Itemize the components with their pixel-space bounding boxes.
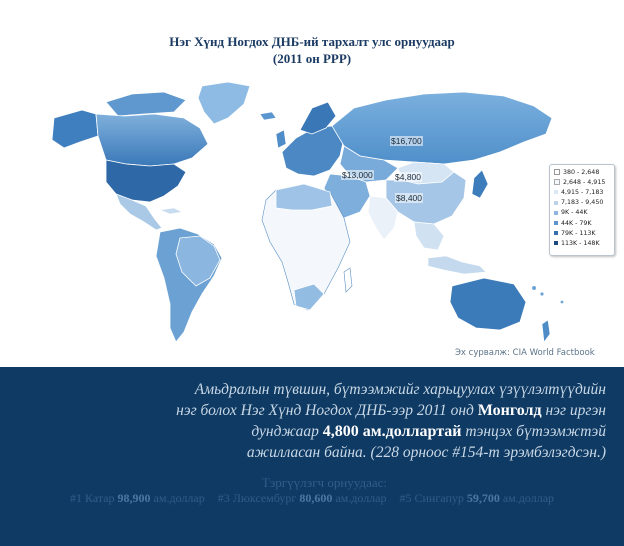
legend-item — [554, 208, 614, 218]
top-country-unit: ам.доллар — [153, 491, 205, 505]
legend-item — [554, 198, 614, 208]
legend-item — [554, 228, 614, 238]
region-new-zealand — [542, 320, 550, 342]
top-countries-list — [0, 491, 624, 506]
legend-swatch — [554, 169, 560, 175]
map-label-china: $8,400 — [396, 193, 422, 203]
top-country-name: #1 Катар — [69, 491, 115, 505]
top-country-item — [218, 491, 387, 505]
legend-label: 113K - 148K — [561, 239, 600, 247]
region-uk — [276, 130, 286, 148]
legend-item — [554, 177, 614, 187]
legend-item — [554, 187, 614, 197]
top-country-name: #5 Сингапур — [399, 491, 464, 505]
region-caribbean — [160, 208, 182, 214]
region-arctic-islands — [106, 92, 186, 116]
region-canada — [96, 114, 208, 166]
chart-subtitle: (2011 он PPP) — [272, 51, 352, 66]
legend-item — [554, 167, 614, 177]
legend-label: 9K - 44K — [561, 209, 588, 217]
legend-item — [554, 238, 614, 248]
region-greenland — [198, 82, 250, 124]
highlight-gdp-value: 4,800 ам.доллартай — [322, 423, 462, 440]
world-map — [14, 72, 614, 362]
description-text: дунджаар — [251, 423, 319, 440]
top-country-unit: ам.доллар — [502, 491, 555, 505]
top-country-unit: ам.доллар — [335, 491, 387, 505]
legend-swatch — [554, 211, 558, 215]
map-label-mongolia: $4,800 — [395, 172, 421, 182]
map-legend — [549, 164, 615, 256]
description-text: нэг иргэн — [545, 402, 606, 419]
region-north-africa — [276, 184, 332, 210]
description-line-1: Амьдралын түвшин, бүтээмжийг харьцуулах үзүүлэлтүүдийн — [194, 381, 606, 398]
map-label-kazakhstan: $13,000 — [342, 170, 373, 180]
legend-swatch — [554, 231, 558, 235]
description-line-3 — [20, 423, 606, 441]
region-pacific-islands — [532, 286, 536, 290]
description-line-4: ажилласан байна. (228 орноос #154-т эрэмбэлэгдсэн.) — [246, 444, 606, 461]
top-countries-title: Тэргүүлэгч орнуудаас: — [261, 475, 387, 490]
top-country-name: #3 Люксембург — [217, 491, 297, 505]
legend-item — [554, 218, 614, 228]
source-note: Эх сурвалж: CIA World Factbook — [455, 348, 595, 358]
region-se-asia — [414, 222, 444, 250]
top-country-value: 59,700 — [466, 491, 500, 505]
region-russia — [332, 92, 552, 164]
map-label-russia: $16,700 — [391, 136, 422, 146]
region-madagascar — [344, 268, 352, 292]
legend-label: 2,648 - 4,915 — [563, 178, 606, 186]
top-country-item — [70, 491, 205, 505]
chart-title: Нэг Хүнд Ногдох ДНБ-ий тархалт улс орнуудаар — [169, 34, 455, 49]
description-panel — [0, 367, 624, 546]
legend-swatch — [554, 241, 558, 245]
legend-label: 44K - 79K — [561, 219, 592, 227]
region-alaska — [52, 110, 98, 148]
legend-label: 79K - 113K — [561, 229, 596, 237]
region-iceland — [260, 112, 276, 120]
region-australia — [450, 278, 526, 330]
highlight-mongolia: Монголд — [477, 402, 542, 419]
description-text: тэнцэх бүтээмжтэй — [465, 423, 606, 440]
description-text: нэг болох Нэг Хүнд Ногдох ДНБ-ээр 2011 онд — [176, 402, 474, 419]
description-line-2 — [20, 402, 606, 420]
legend-swatch — [554, 190, 558, 194]
top-country-value: 98,900 — [117, 491, 151, 505]
legend-swatch — [554, 221, 558, 225]
legend-label: 4,915 - 7,183 — [561, 188, 604, 196]
legend-swatch — [554, 179, 560, 185]
region-indonesia — [428, 256, 486, 274]
legend-label: 7,183 - 9,450 — [561, 199, 604, 207]
legend-label: 380 - 2,648 — [563, 168, 600, 176]
region-japan — [472, 170, 488, 198]
top-country-value: 80,600 — [299, 491, 333, 505]
legend-swatch — [554, 201, 558, 205]
top-country-item — [400, 491, 555, 505]
